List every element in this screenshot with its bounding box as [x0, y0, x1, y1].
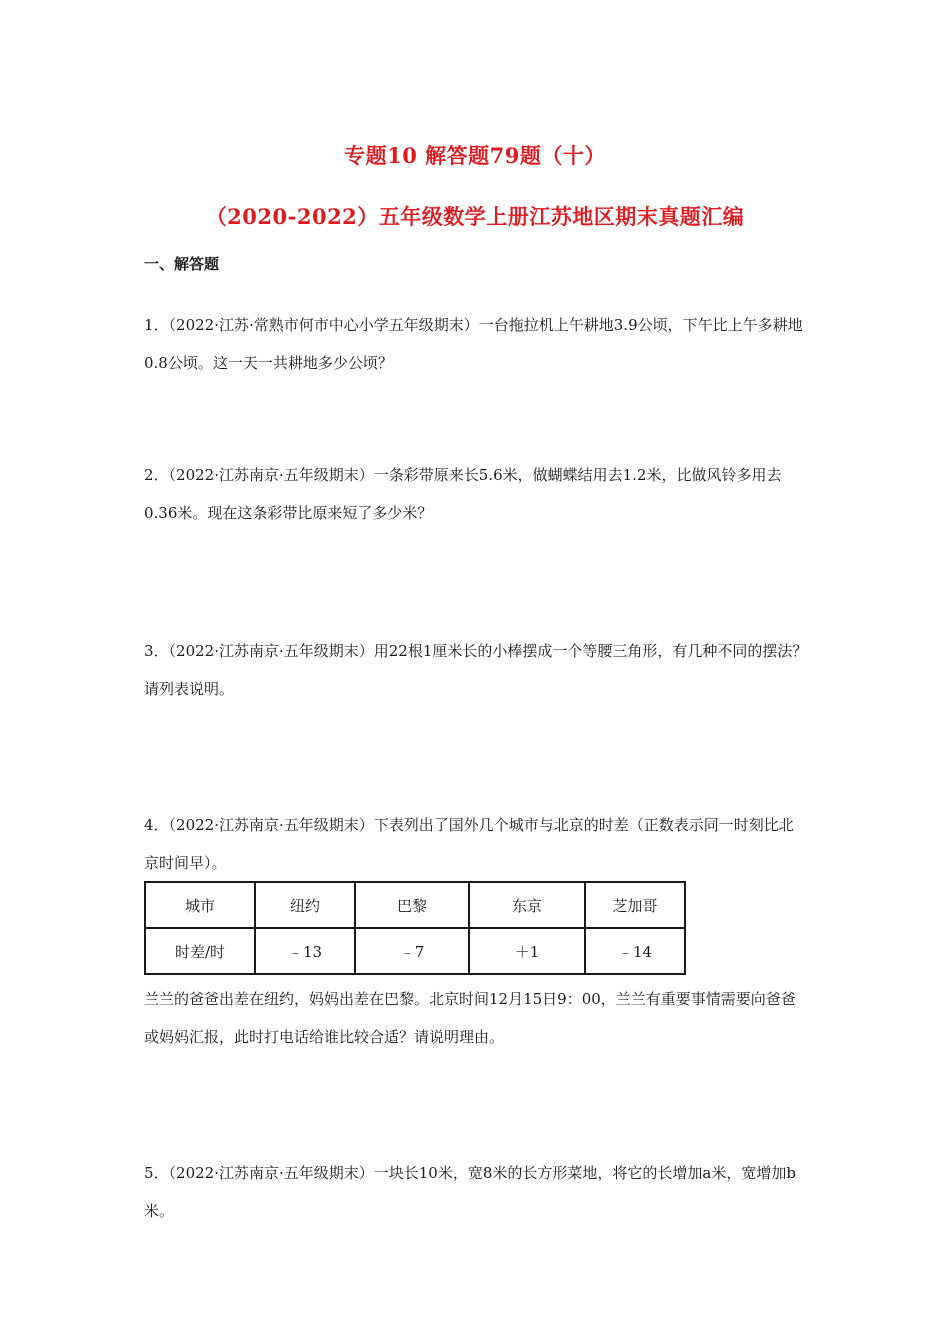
document-title: 专题10 解答题79题（十） — [344, 143, 606, 168]
question-3: 3．（2022·江苏南京·五年级期末）用22根1厘米长的小棒摆成一个等腰三角形，有几种不同的摆法？请列表说明。 — [144, 642, 808, 698]
question-5: 5．（2022·江苏南京·五年级期末）一块长10米，宽8米的长方形菜地，将它的长增加a米，宽增加b米。 — [144, 1164, 796, 1220]
table-cell: ＋1 — [469, 928, 585, 974]
table-cell: ﹣14 — [585, 928, 685, 974]
table-cell: 芝加哥 — [585, 882, 685, 928]
time-difference-table — [144, 881, 686, 975]
table-cell: 城市 — [145, 882, 255, 928]
table-header-row — [145, 882, 685, 928]
table-cell: ﹣13 — [255, 928, 355, 974]
table-row — [145, 928, 685, 974]
table-cell: ﹣7 — [355, 928, 469, 974]
document-subtitle: （2020-2022）五年级数学上册江苏地区期末真题汇编 — [205, 204, 745, 229]
question-1: 1．（2022·江苏·常熟市何市中心小学五年级期末）一台拖拉机上午耕地3.9公顷，下午比上午多耕地0.8公顷。这一天一共耕地多少公顷？ — [144, 316, 803, 372]
question-2: 2．（2022·江苏南京·五年级期末）一条彩带原来长5.6米，做蝴蝶结用去1.2米，比做风铃多用去0.36米。现在这条彩带比原来短了多少米？ — [144, 466, 782, 522]
table-cell: 巴黎 — [355, 882, 469, 928]
question-4: 4．（2022·江苏南京·五年级期末）下表列出了国外几个城市与北京的时差（正数表示同一时刻比北京时间早）。 — [144, 816, 794, 872]
table-cell: 纽约 — [255, 882, 355, 928]
table-cell: 东京 — [469, 882, 585, 928]
table-cell: 时差/时 — [145, 928, 255, 974]
question-4-continuation: 兰兰的爸爸出差在纽约，妈妈出差在巴黎。北京时间12月15日9：00，兰兰有重要事情需要向爸爸或妈妈汇报，此时打电话给谁比较合适？请说明理由。 — [144, 990, 796, 1046]
section-heading: 一、解答题 — [144, 255, 220, 273]
